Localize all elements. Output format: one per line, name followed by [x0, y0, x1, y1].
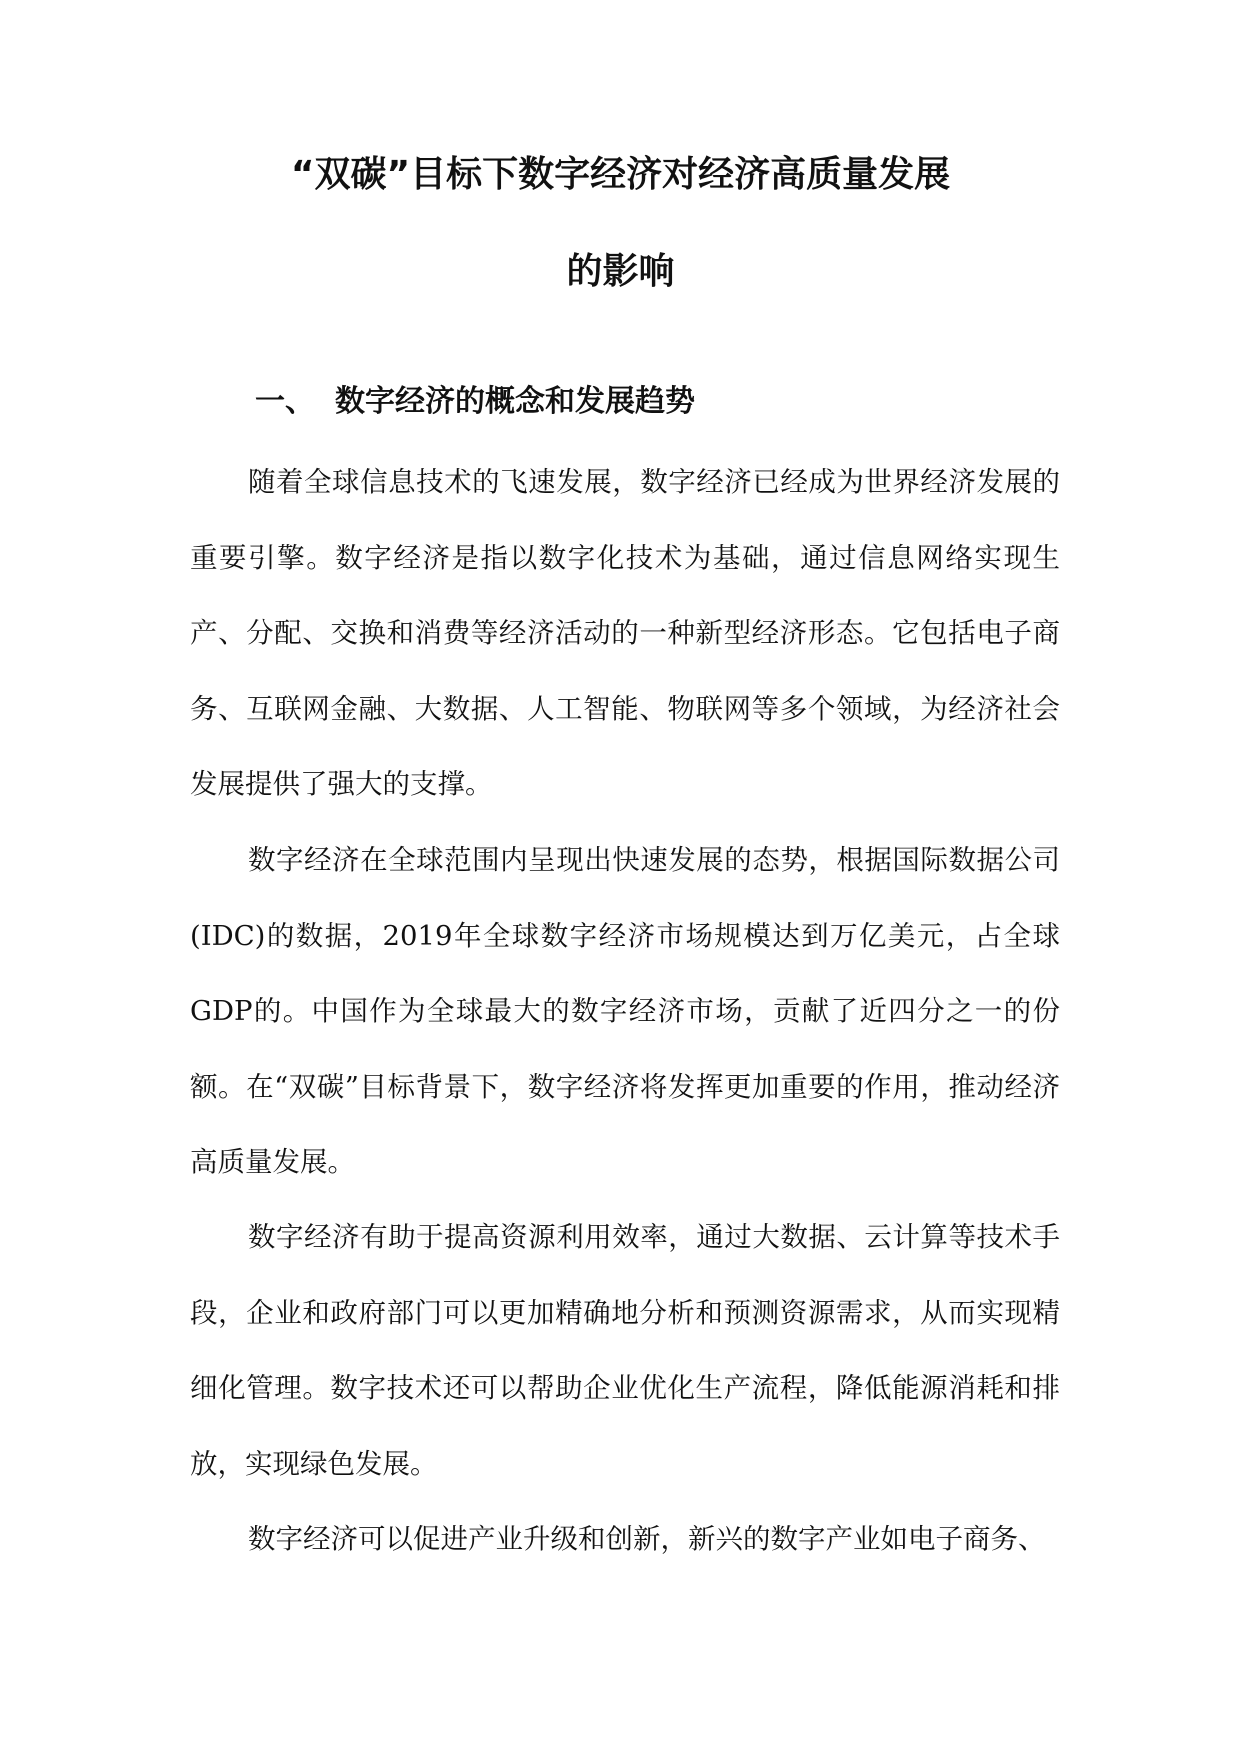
document-title-line-2: 的影响 [566, 251, 675, 292]
paragraph-3: 数字经济有助于提高资源利用效率，通过大数据、云计算等技术手段，企业和政府部门可以更加精确地分析和预测资源需求，从而实现精细化管理。数字技术还可以帮助企业优化生产流程，降低能源消耗和排放，实现绿色发展。 [190, 1221, 1060, 1480]
paragraph-4: 数字经济可以促进产业升级和创新，新兴的数字产业如电子商务、 [248, 1523, 1046, 1555]
section-title: 数字经济的概念和发展趋势 [335, 384, 695, 419]
section-number: 一、 [255, 384, 315, 419]
document-title-line-1: “双碳”目标下数字经济对经济高质量发展 [290, 154, 951, 195]
paragraph-2: 数字经济在全球范围内呈现出快速发展的态势，根据国际数据公司(IDC)的数据，2019年全球数字经济市场规模达到万亿美元，占全球GDP的。中国作为全球最大的数字经济市场，贡献了近四分之一的份额。在“双碳”目标背景下，数字经济将发挥更加重要的作用，推动经济高质量发展。 [190, 844, 1060, 1178]
paragraph-1: 随着全球信息技术的飞速发展，数字经济已经成为世界经济发展的重要引擎。数字经济是指以数字化技术为基础，通过信息网络实现生产、分配、交换和消费等经济活动的一种新型经济形态。它包括电子商务、互联网金融、大数据、人工智能、物联网等多个领域，为经济社会发展提供了强大的支撑。 [190, 466, 1060, 800]
section-heading [255, 382, 695, 422]
